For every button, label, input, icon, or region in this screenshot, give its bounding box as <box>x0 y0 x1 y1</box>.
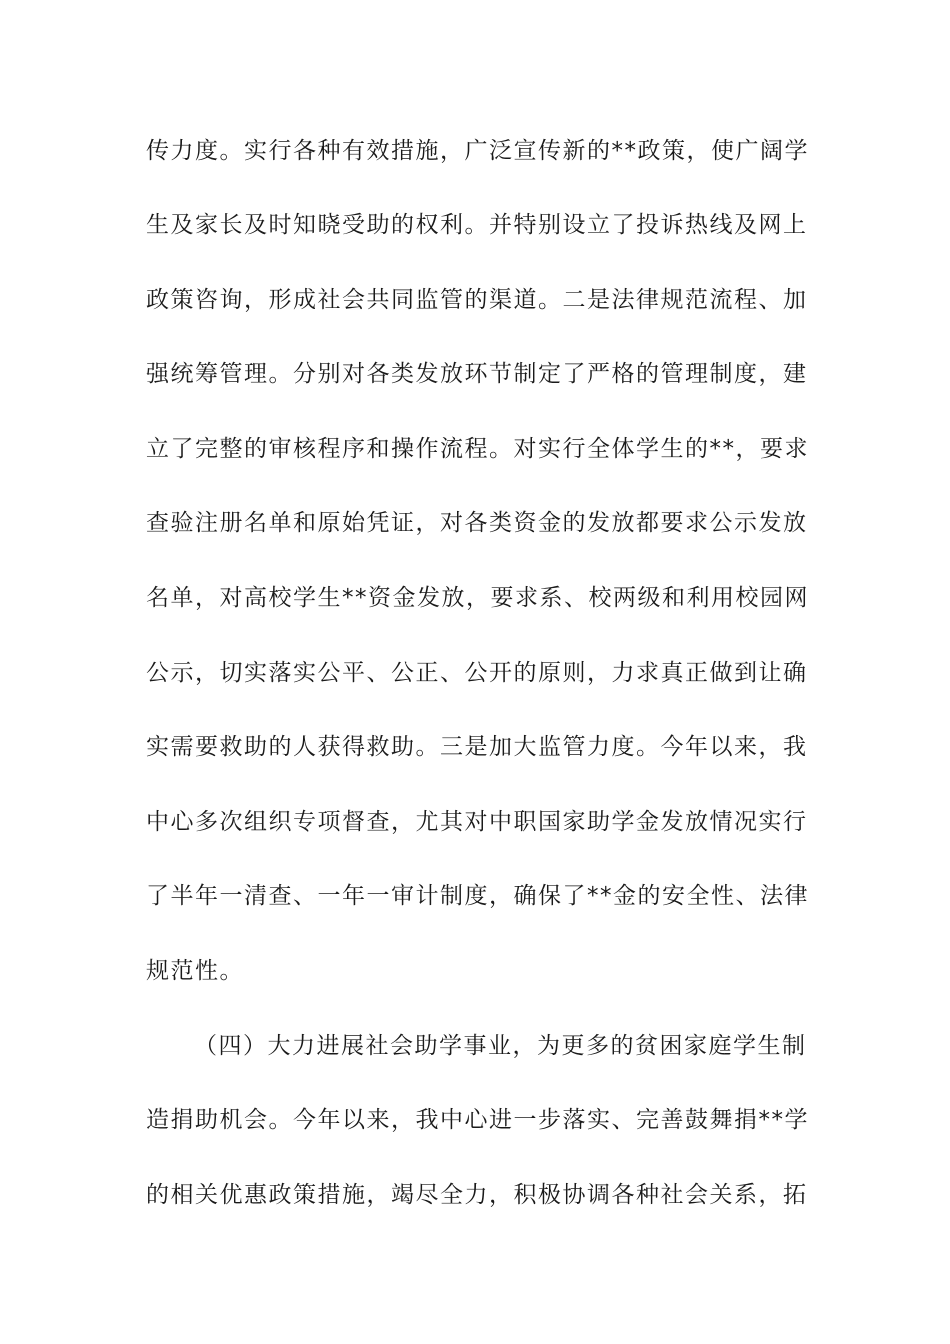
text-line: 强统筹管理。分别对各类发放环节制定了严格的管理制度，建 <box>146 361 808 387</box>
text-line: 中心多次组织专项督查，尤其对中职国家助学金发放情况实行 <box>146 809 808 835</box>
text-line: 造捐助机会。今年以来，我中心进一步落实、完善鼓舞捐**学 <box>146 1107 809 1133</box>
text-line: 立了完整的审核程序和操作流程。对实行全体学生的**，要求 <box>146 436 809 462</box>
text-line: 公示，切实落实公平、公正、公开的原则，力求真正做到让确 <box>146 660 808 686</box>
text-line: 了半年一清查、一年一审计制度，确保了**金的安全性、法律 <box>146 883 809 909</box>
text-line: 生及家长及时知晓受助的权利。并特别设立了投诉热线及网上 <box>146 212 808 238</box>
text-line: 政策咨询，形成社会共同监管的渠道。二是法律规范流程、加 <box>146 287 808 313</box>
text-line: 传力度。实行各种有效措施，广泛宣传新的**政策，使广阔学 <box>146 138 809 164</box>
text-line: 名单，对高校学生**资金发放，要求系、校两级和利用校园网 <box>146 585 809 611</box>
text-line: 规范性。 <box>146 958 244 984</box>
text-line: 实需要救助的人获得救助。三是加大监管力度。今年以来，我 <box>146 734 808 760</box>
paragraph-heading-line: （四）大力进展社会助学事业，为更多的贫困家庭学生制 <box>194 1033 807 1059</box>
text-line: 查验注册名单和原始凭证，对各类资金的发放都要求公示发放 <box>146 510 808 536</box>
text-line: 的相关优惠政策措施，竭尽全力，积极协调各种社会关系，拓 <box>146 1182 808 1208</box>
